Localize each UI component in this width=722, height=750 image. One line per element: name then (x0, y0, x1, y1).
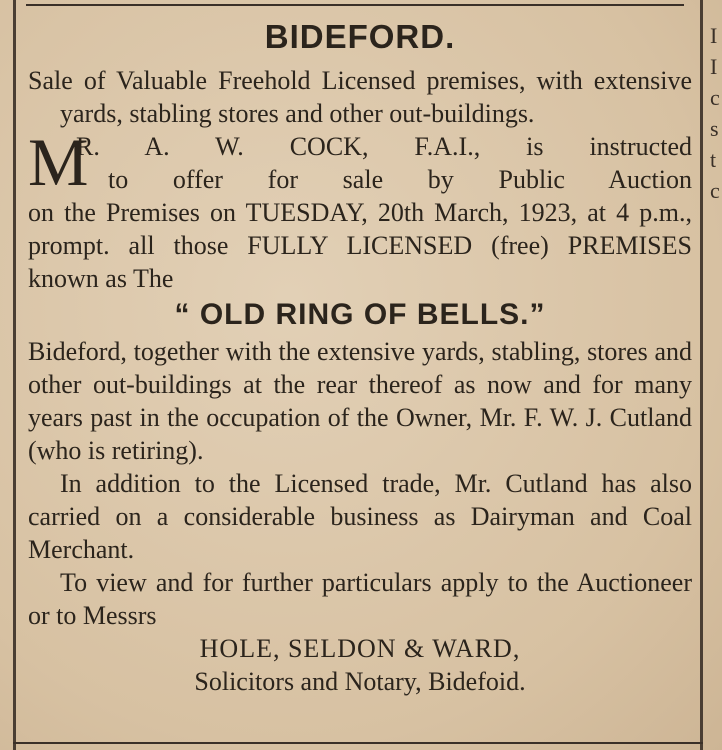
firm-name: HOLE, SELDON & WARD, (199, 634, 521, 663)
sale-details: on the Premises on TUESDAY, 20th March, 1923, at 4 p.m., prompt. all those FULLY LICENSED (free) PREMISES known as The (28, 198, 692, 293)
article-subheading: Sale of Valuable Freehold Licensed premises, with extensive yards, stabling stores and other out-buildings. (28, 66, 692, 128)
viewing-instructions: To view and for further particulars apply to the Auctioneer or to Messrs (28, 568, 692, 630)
adjacent-column-fragment: I I c s t c (710, 23, 720, 203)
premises-name: “ OLD RING OF BELLS.” (174, 298, 546, 331)
lead-line-2: to offer for sale by Public Auction (108, 165, 692, 194)
top-rule (26, 4, 684, 6)
additional-trade: In addition to the Licensed trade, Mr. Cutland has also carried on a considerable business as Dairyman and Coal Merchant. (28, 469, 692, 564)
lead-line-1: R. A. W. COCK, F.A.I., is instructed (76, 132, 692, 161)
lead-paragraph (28, 124, 692, 200)
firm-description: Solicitors and Notary, Bidefoid. (194, 667, 526, 696)
left-column-rule (13, 0, 16, 750)
premises-description: Bideford, together with the extensive yards, stabling, stores and other out-buildings at the rear thereof as now and for many years past in the occupation of the Owner, Mr. F. W. J. Cutland (who is retiring). (28, 337, 692, 465)
auction-advertisement (28, 16, 692, 698)
bottom-rule (13, 742, 703, 744)
article-heading: BIDEFORD. (264, 18, 456, 55)
right-column-rule (700, 0, 703, 750)
drop-capital: M (28, 124, 89, 200)
